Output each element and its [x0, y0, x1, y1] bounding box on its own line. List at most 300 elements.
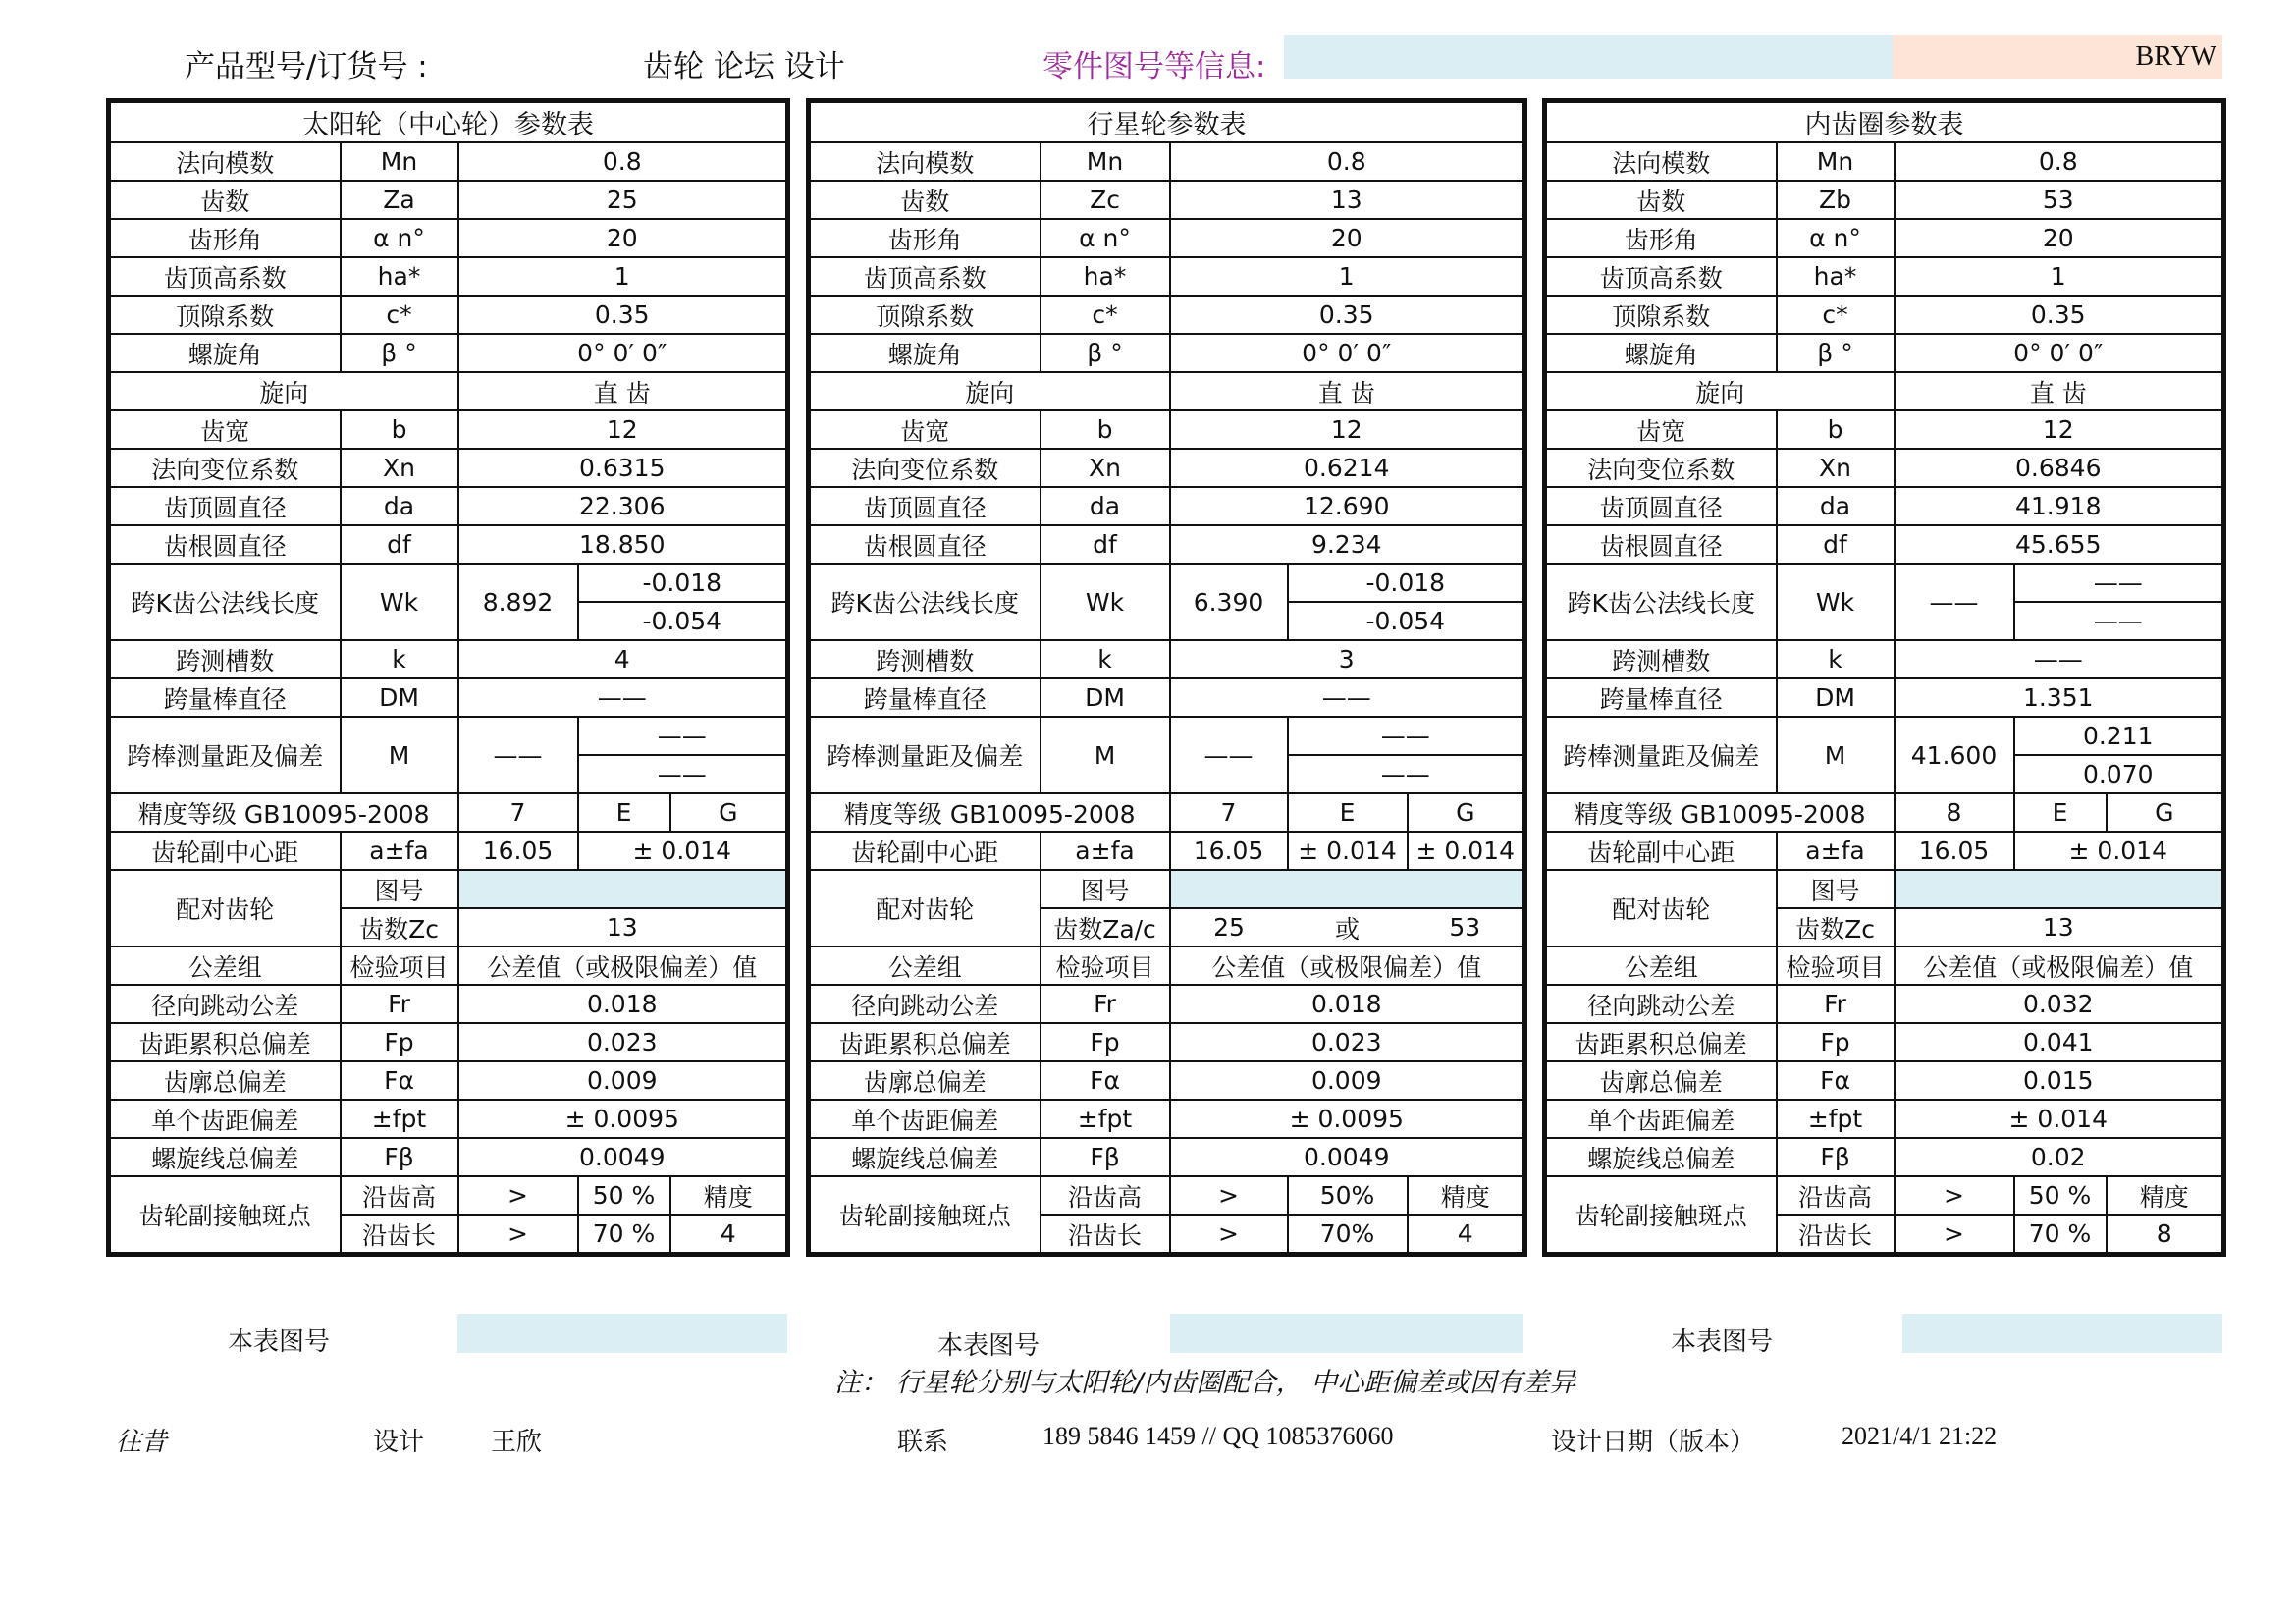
table-cell: 0.8 — [1895, 142, 2224, 181]
sun-gear-table — [106, 98, 790, 1257]
table-row — [109, 564, 788, 602]
table-cell: —— — [2014, 602, 2224, 640]
planet-gear-table — [806, 98, 1527, 1257]
table-cell: 齿轮副中心距 — [1545, 832, 1777, 870]
table-row — [109, 410, 788, 449]
table-row — [109, 832, 788, 870]
table-cell: b — [1777, 410, 1895, 449]
table-cell: 齿根圆直径 — [109, 525, 341, 564]
table-cell: 0.0049 — [1170, 1138, 1525, 1176]
table-cell: 沿齿长 — [1777, 1215, 1895, 1255]
table-cell: 齿根圆直径 — [1545, 525, 1777, 564]
table-row — [809, 1176, 1525, 1215]
table-row — [109, 1100, 788, 1138]
table-cell: 7 — [1170, 793, 1288, 832]
table-row — [109, 487, 788, 525]
table-cell: 13 — [1895, 908, 2224, 947]
table-cell: 6.390 — [1170, 564, 1288, 640]
table-cell: 齿轮副中心距 — [809, 832, 1041, 870]
table-cell: 0.6315 — [458, 449, 788, 487]
table-cell: 25 — [1170, 908, 1288, 947]
table-cell: M — [1777, 717, 1895, 793]
table-cell: 齿廓总偏差 — [109, 1061, 341, 1100]
table-cell: 精度 — [1408, 1176, 1525, 1215]
table-row — [109, 372, 788, 410]
table-row — [109, 678, 788, 717]
table-cell: Fr — [341, 985, 458, 1023]
table-cell: -0.054 — [578, 602, 788, 640]
table-row — [1545, 410, 2224, 449]
table-cell: Fp — [1777, 1023, 1895, 1061]
table-cell: df — [1777, 525, 1895, 564]
table-cell: 沿齿高 — [1777, 1176, 1895, 1215]
table-cell: Wk — [1777, 564, 1895, 640]
table-cell: 跨量棒直径 — [809, 678, 1041, 717]
table-cell: Wk — [341, 564, 458, 640]
table-row — [809, 717, 1525, 755]
table-cell: a±fa — [341, 832, 458, 870]
table-cell: 齿形角 — [809, 219, 1041, 257]
author: 往昔 — [116, 1428, 168, 1457]
table-row — [109, 717, 788, 755]
contact-info: 189 5846 1459 // QQ 1085376060 — [1042, 1422, 1394, 1450]
table-cell: Fp — [1041, 1023, 1170, 1061]
table-cell: 0.018 — [458, 985, 788, 1023]
table-cell: > — [1170, 1176, 1288, 1215]
table-cell: 0.009 — [458, 1061, 788, 1100]
table-cell: 单个齿距偏差 — [109, 1100, 341, 1138]
table-cell: 配对齿轮 — [1545, 870, 1777, 947]
table-cell: E — [2014, 793, 2107, 832]
table-row — [1545, 372, 2224, 410]
table-cell: 1 — [1895, 257, 2224, 296]
table-row — [1545, 1138, 2224, 1176]
table-cell: Xn — [341, 449, 458, 487]
table-row — [1545, 142, 2224, 181]
sun-drawing-label: 本表图号 — [228, 1327, 331, 1357]
table-cell: 跨K齿公法线长度 — [809, 564, 1041, 640]
table-cell: 1.351 — [1895, 678, 2224, 717]
table-cell: c* — [341, 296, 458, 334]
table-cell: 旋向 — [1545, 372, 1895, 410]
planet-drawing-input[interactable] — [1170, 1314, 1523, 1353]
table-cell: 精度等级 GB10095-2008 — [809, 793, 1170, 832]
table-row — [809, 181, 1525, 219]
table-cell: 齿轮副接触斑点 — [1545, 1176, 1777, 1255]
table-cell: 法向变位系数 — [1545, 449, 1777, 487]
table-row — [1545, 678, 2224, 717]
table-cell: 齿宽 — [109, 410, 341, 449]
table-cell: 沿齿高 — [341, 1176, 458, 1215]
table-row — [809, 793, 1525, 832]
table-cell: 图号 — [1777, 870, 1895, 908]
table-row — [109, 181, 788, 219]
table-cell: 检验项目 — [341, 947, 458, 985]
table-cell: 齿顶高系数 — [809, 257, 1041, 296]
table-cell: 公差组 — [109, 947, 341, 985]
table-cell: 旋向 — [809, 372, 1170, 410]
table-cell: 沿齿长 — [1041, 1215, 1170, 1255]
table-cell: —— — [1895, 564, 2014, 640]
table-cell: 0.6214 — [1170, 449, 1525, 487]
table-cell: 顶隙系数 — [809, 296, 1041, 334]
table-cell: k — [1777, 640, 1895, 678]
table-title: 太阳轮（中心轮）参数表 — [109, 101, 788, 143]
table-cell: —— — [1170, 678, 1525, 717]
table-cell: ±fpt — [1041, 1100, 1170, 1138]
ring-gear-table — [1542, 98, 2226, 1257]
table-cell: 20 — [1895, 219, 2224, 257]
table-row — [109, 1061, 788, 1100]
table-row — [1545, 640, 2224, 678]
table-cell: k — [341, 640, 458, 678]
table-cell: Zc — [1041, 181, 1170, 219]
table-cell: 螺旋角 — [1545, 334, 1777, 372]
table-cell: Fβ — [1041, 1138, 1170, 1176]
table-cell: G — [670, 793, 788, 832]
table-row — [109, 640, 788, 678]
table-cell: 齿距累积总偏差 — [1545, 1023, 1777, 1061]
table-row — [1545, 296, 2224, 334]
table-row — [109, 793, 788, 832]
table-cell: 齿形角 — [1545, 219, 1777, 257]
table-cell: 12.690 — [1170, 487, 1525, 525]
table-cell: 跨量棒直径 — [1545, 678, 1777, 717]
table-cell: 齿顶圆直径 — [1545, 487, 1777, 525]
table-cell: 齿顶高系数 — [1545, 257, 1777, 296]
table-row — [109, 296, 788, 334]
contact-label: 联系 — [897, 1428, 949, 1457]
table-cell: 公差值（或极限偏差）值 — [1170, 947, 1525, 985]
table-cell: 齿根圆直径 — [809, 525, 1041, 564]
sun-drawing-input[interactable] — [457, 1314, 787, 1353]
table-cell: k — [1041, 640, 1170, 678]
table-row — [809, 1061, 1525, 1100]
table-cell: β ° — [341, 334, 458, 372]
table-cell: ± 0.0095 — [1170, 1100, 1525, 1138]
table-cell: 精度等级 GB10095-2008 — [109, 793, 458, 832]
table-cell: α n° — [1777, 219, 1895, 257]
table-cell: M — [341, 717, 458, 793]
table-cell: 0.6846 — [1895, 449, 2224, 487]
table-row — [1545, 870, 2224, 908]
table-cell: 旋向 — [109, 372, 458, 410]
table-row — [109, 449, 788, 487]
table-cell: 70 % — [2014, 1215, 2107, 1255]
table-cell: ha* — [1777, 257, 1895, 296]
table-cell: 法向模数 — [109, 142, 341, 181]
table-cell: 齿轮副接触斑点 — [809, 1176, 1041, 1255]
date-label: 设计日期（版本） — [1551, 1428, 1756, 1457]
table-cell: 0.041 — [1895, 1023, 2224, 1061]
table-cell: Fr — [1777, 985, 1895, 1023]
table-cell: —— — [1288, 717, 1525, 755]
table-cell: a±fa — [1041, 832, 1170, 870]
table-cell: ± 0.014 — [578, 832, 788, 870]
table-cell: 顶隙系数 — [109, 296, 341, 334]
table-cell: Fα — [1777, 1061, 1895, 1100]
table-cell: 精度等级 GB10095-2008 — [1545, 793, 1895, 832]
table-cell: 跨量棒直径 — [109, 678, 341, 717]
table-row — [109, 947, 788, 985]
table-cell: 齿形角 — [109, 219, 341, 257]
table-cell: Mn — [341, 142, 458, 181]
table-cell: 16.05 — [458, 832, 578, 870]
table-cell: 法向变位系数 — [809, 449, 1041, 487]
table-cell: a±fa — [1777, 832, 1895, 870]
table-cell: 齿轮副中心距 — [109, 832, 341, 870]
table-cell: 0° 0′ 0″ — [1895, 334, 2224, 372]
table-row — [109, 1176, 788, 1215]
table-cell: 齿数Zc — [341, 908, 458, 947]
table-cell: 0.032 — [1895, 985, 2224, 1023]
table-cell: 配对齿轮 — [109, 870, 341, 947]
table-cell: 4 — [458, 640, 788, 678]
planet-drawing-label: 本表图号 — [937, 1331, 1041, 1361]
table-cell: DM — [1777, 678, 1895, 717]
table-cell: ± 0.0095 — [458, 1100, 788, 1138]
table-cell: 图号 — [341, 870, 458, 908]
table-cell: 螺旋线总偏差 — [809, 1138, 1041, 1176]
table-cell: E — [578, 793, 670, 832]
table-cell: 配对齿轮 — [809, 870, 1041, 947]
table-row — [1545, 181, 2224, 219]
table-cell: 0.009 — [1170, 1061, 1525, 1100]
table-cell: 齿距累积总偏差 — [809, 1023, 1041, 1061]
table-cell: α n° — [341, 219, 458, 257]
table-cell: 0.015 — [1895, 1061, 2224, 1100]
table-cell: ha* — [341, 257, 458, 296]
table-cell: 8 — [1895, 793, 2014, 832]
table-cell: > — [1895, 1215, 2014, 1255]
table-cell: 精度 — [2107, 1176, 2224, 1215]
table-cell: 13 — [1170, 181, 1525, 219]
table-cell: Mn — [1041, 142, 1170, 181]
table-row — [109, 1023, 788, 1061]
table-row — [809, 410, 1525, 449]
table-row — [809, 449, 1525, 487]
table-cell: —— — [2014, 564, 2224, 602]
table-cell: 单个齿距偏差 — [1545, 1100, 1777, 1138]
table-cell: 0.0049 — [458, 1138, 788, 1176]
mate-drawing-input[interactable] — [1895, 870, 2224, 908]
table-cell: 跨测槽数 — [809, 640, 1041, 678]
code-box[interactable] — [1893, 35, 2222, 79]
table-cell: —— — [458, 717, 578, 793]
table-cell: 沿齿长 — [341, 1215, 458, 1255]
table-cell: —— — [578, 717, 788, 755]
table-cell: 25 — [458, 181, 788, 219]
table-cell: 径向跳动公差 — [109, 985, 341, 1023]
table-cell: 53 — [1408, 908, 1525, 947]
table-row — [1545, 1100, 2224, 1138]
table-cell: 9.234 — [1170, 525, 1525, 564]
table-cell: 0.023 — [458, 1023, 788, 1061]
table-cell: 检验项目 — [1041, 947, 1170, 985]
table-row — [1545, 947, 2224, 985]
table-cell: Zb — [1777, 181, 1895, 219]
ring-drawing-label: 本表图号 — [1671, 1327, 1774, 1357]
design-date: 2021/4/1 21:22 — [1842, 1422, 1998, 1450]
mate-drawing-input[interactable] — [1170, 870, 1525, 908]
table-cell: 齿数 — [1545, 181, 1777, 219]
table-cell: 53 — [1895, 181, 2224, 219]
table-row — [809, 372, 1525, 410]
table-cell: 跨棒测量距及偏差 — [1545, 717, 1777, 793]
table-cell: 1 — [458, 257, 788, 296]
table-row — [1545, 334, 2224, 372]
ring-drawing-input[interactable] — [1902, 1314, 2222, 1353]
table-row — [1545, 257, 2224, 296]
table-cell: 12 — [1895, 410, 2224, 449]
table-row — [109, 219, 788, 257]
table-title: 行星轮参数表 — [809, 101, 1525, 143]
table-row — [809, 219, 1525, 257]
table-cell: 公差组 — [809, 947, 1041, 985]
table-row — [809, 870, 1525, 908]
table-row — [1545, 832, 2224, 870]
table-cell: 20 — [1170, 219, 1525, 257]
table-cell: 50 % — [2014, 1176, 2107, 1215]
table-cell: 直 齿 — [1895, 372, 2224, 410]
table-row — [109, 525, 788, 564]
table-cell: 精度 — [670, 1176, 788, 1215]
table-cell: 跨棒测量距及偏差 — [809, 717, 1041, 793]
table-cell: 法向变位系数 — [109, 449, 341, 487]
table-cell: 4 — [1408, 1215, 1525, 1255]
table-row — [1545, 793, 2224, 832]
table-cell: 径向跳动公差 — [1545, 985, 1777, 1023]
table-cell: ± 0.014 — [1288, 832, 1408, 870]
table-cell: b — [1041, 410, 1170, 449]
table-cell: 45.655 — [1895, 525, 2224, 564]
product-label: 产品型号/订货号 : — [185, 49, 428, 84]
table-cell: > — [458, 1215, 578, 1255]
table-row — [109, 985, 788, 1023]
table-cell: -0.018 — [1288, 564, 1525, 602]
table-cell: 齿数 — [809, 181, 1041, 219]
table-cell: 16.05 — [1895, 832, 2014, 870]
table-cell: G — [2107, 793, 2224, 832]
table-cell: 螺旋角 — [809, 334, 1041, 372]
table-cell: ± 0.014 — [2014, 832, 2224, 870]
table-cell: ± 0.014 — [1895, 1100, 2224, 1138]
table-row — [809, 1100, 1525, 1138]
table-row — [1545, 525, 2224, 564]
table-cell: 径向跳动公差 — [809, 985, 1041, 1023]
table-cell: ha* — [1041, 257, 1170, 296]
table-cell: 顶隙系数 — [1545, 296, 1777, 334]
table-cell: 公差值（或极限偏差）值 — [458, 947, 788, 985]
table-cell: 4 — [670, 1215, 788, 1255]
table-row — [809, 1138, 1525, 1176]
part-info-input[interactable] — [1284, 35, 1893, 79]
table-cell: 齿轮副接触斑点 — [109, 1176, 341, 1255]
table-cell: 8 — [2107, 1215, 2224, 1255]
table-cell: 沿齿高 — [1041, 1176, 1170, 1215]
table-cell: 跨测槽数 — [1545, 640, 1777, 678]
table-cell: Fβ — [1777, 1138, 1895, 1176]
table-cell: Fr — [1041, 985, 1170, 1023]
table-row — [1545, 1176, 2224, 1215]
table-row — [1545, 449, 2224, 487]
table-row — [1545, 487, 2224, 525]
table-cell: 螺旋角 — [109, 334, 341, 372]
table-cell: M — [1041, 717, 1170, 793]
table-cell: 0° 0′ 0″ — [458, 334, 788, 372]
table-row — [809, 525, 1525, 564]
table-cell: 螺旋线总偏差 — [109, 1138, 341, 1176]
table-title: 内齿圈参数表 — [1545, 101, 2224, 143]
table-row — [809, 678, 1525, 717]
table-cell: 单个齿距偏差 — [809, 1100, 1041, 1138]
table-row — [1545, 1023, 2224, 1061]
table-cell: c* — [1777, 296, 1895, 334]
table-row — [809, 985, 1525, 1023]
table-cell: 或 — [1288, 908, 1408, 947]
table-cell: G — [1408, 793, 1525, 832]
table-cell: da — [1777, 487, 1895, 525]
table-cell: 0.023 — [1170, 1023, 1525, 1061]
table-cell: 法向模数 — [1545, 142, 1777, 181]
table-cell: 0.35 — [1170, 296, 1525, 334]
table-cell: —— — [1170, 717, 1288, 793]
table-cell: 齿顶圆直径 — [109, 487, 341, 525]
table-cell: 齿数 — [109, 181, 341, 219]
table-cell: 公差值（或极限偏差）值 — [1895, 947, 2224, 985]
table-row — [109, 142, 788, 181]
table-row — [809, 296, 1525, 334]
table-cell: ± 0.014 — [1408, 832, 1525, 870]
table-cell: df — [341, 525, 458, 564]
mate-drawing-input[interactable] — [458, 870, 788, 908]
table-cell: 直 齿 — [458, 372, 788, 410]
table-row — [809, 142, 1525, 181]
table-row — [1545, 219, 2224, 257]
table-cell: 0° 0′ 0″ — [1170, 334, 1525, 372]
table-cell: 螺旋线总偏差 — [1545, 1138, 1777, 1176]
table-cell: 齿数Za/c — [1041, 908, 1170, 947]
table-row — [109, 1138, 788, 1176]
table-cell: 41.600 — [1895, 717, 2014, 793]
table-cell: β ° — [1777, 334, 1895, 372]
table-row — [809, 832, 1525, 870]
note: 注： 行星轮分别与太阳轮/内齿圈配合， 中心距偏差或因有差异 — [834, 1368, 1576, 1398]
table-cell: E — [1288, 793, 1408, 832]
table-cell: > — [1170, 1215, 1288, 1255]
table-cell: 跨K齿公法线长度 — [109, 564, 341, 640]
table-cell: 0.8 — [458, 142, 788, 181]
table-cell: 图号 — [1041, 870, 1170, 908]
table-cell: —— — [578, 755, 788, 793]
table-cell: 0.02 — [1895, 1138, 2224, 1176]
table-cell: 13 — [458, 908, 788, 947]
table-row — [1545, 1061, 2224, 1100]
table-row — [809, 1023, 1525, 1061]
table-row — [1545, 985, 2224, 1023]
table-cell: 20 — [458, 219, 788, 257]
table-cell: 12 — [458, 410, 788, 449]
table-cell: 齿廓总偏差 — [809, 1061, 1041, 1100]
center-title: 齿轮 论坛 设计 — [643, 49, 845, 84]
table-cell: -0.054 — [1288, 602, 1525, 640]
table-cell: 齿数Zc — [1777, 908, 1895, 947]
table-cell: 0.35 — [458, 296, 788, 334]
designer-name: 王欣 — [491, 1428, 543, 1457]
table-row — [1545, 717, 2224, 755]
table-cell: 齿廓总偏差 — [1545, 1061, 1777, 1100]
table-cell: 跨棒测量距及偏差 — [109, 717, 341, 793]
